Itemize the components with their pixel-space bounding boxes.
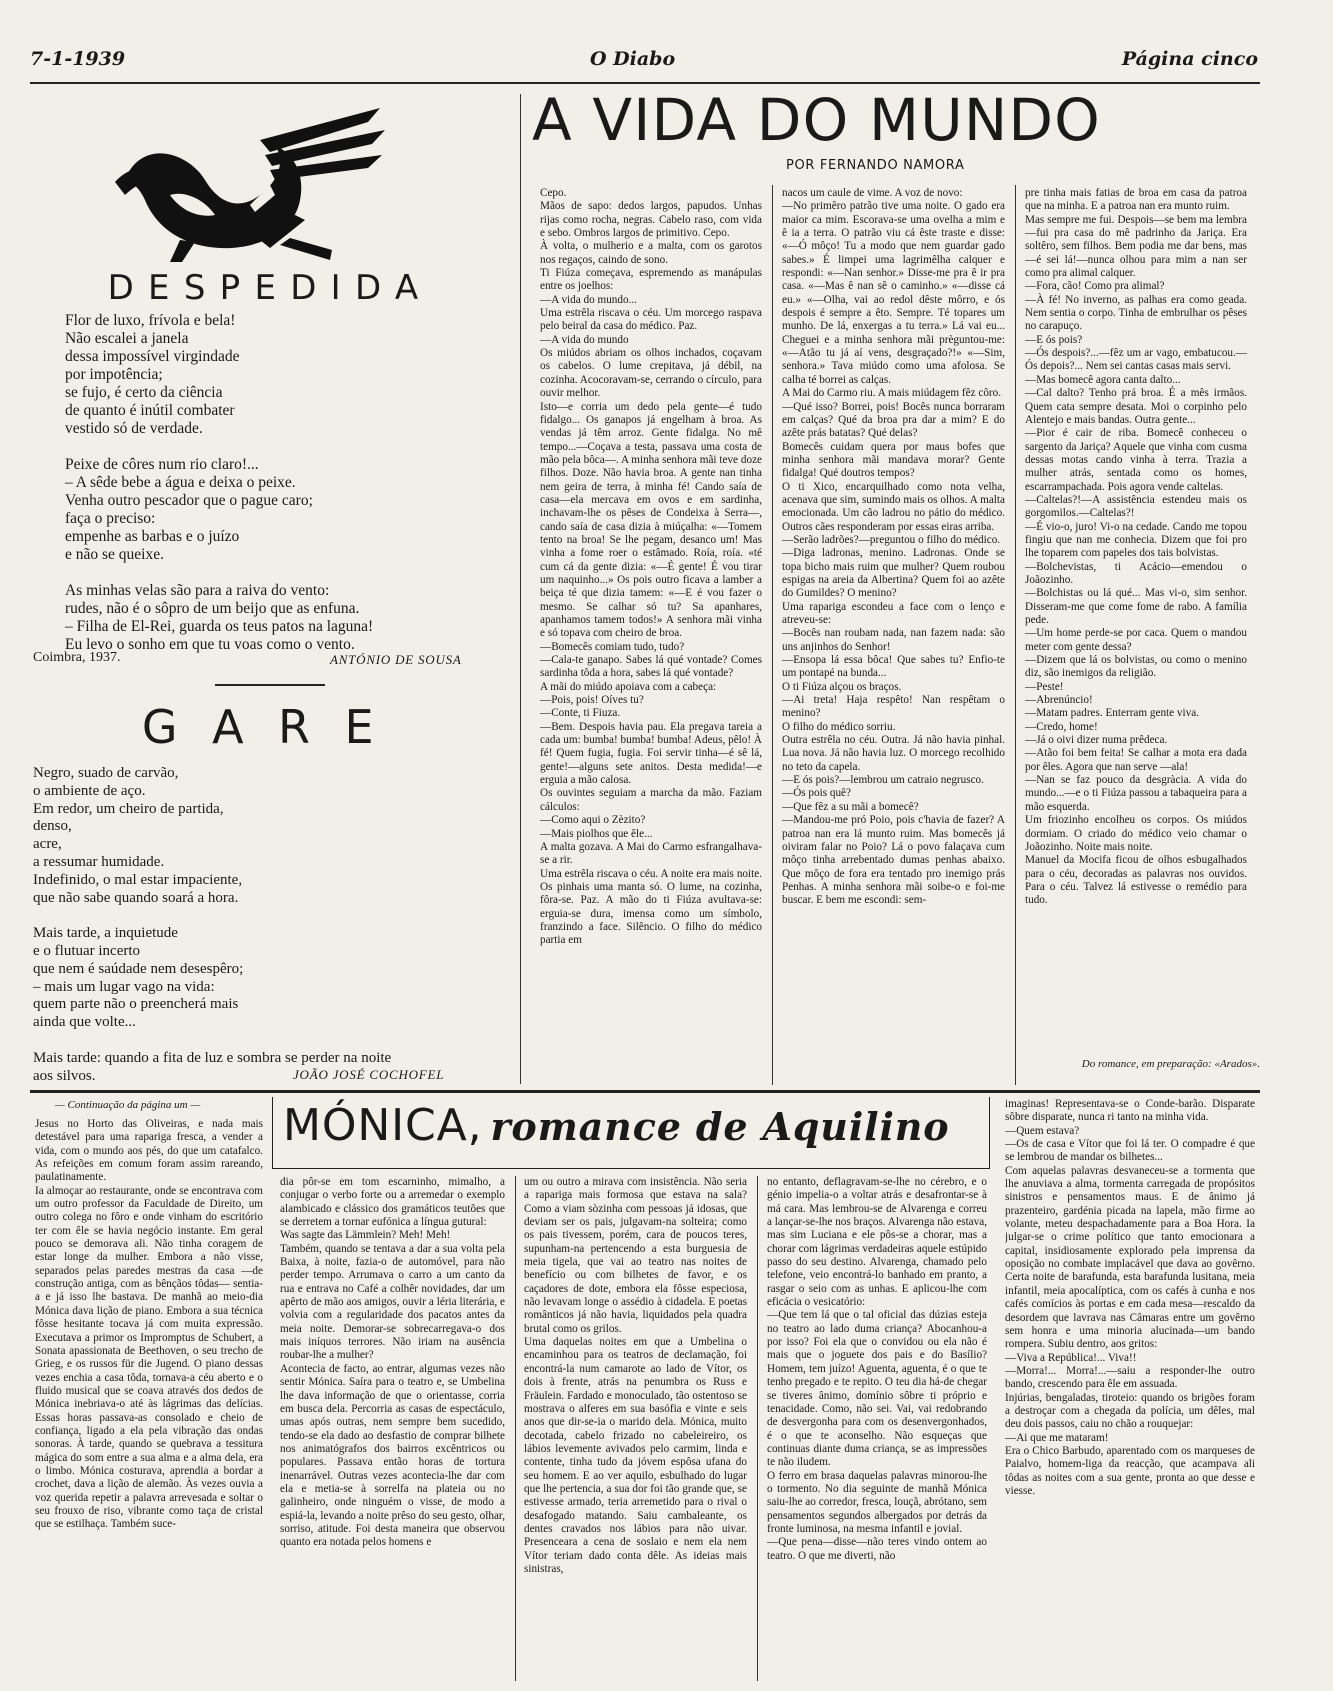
monica-col-rule-1	[515, 1176, 516, 1681]
monica-column-2	[280, 1176, 505, 1681]
monica-subtitle: romance de Aquilino	[490, 1104, 950, 1149]
article-left-rule	[520, 94, 521, 1084]
article-col-rule-1	[772, 185, 773, 1085]
monica-col-rule-2	[757, 1176, 758, 1681]
section-separator	[30, 1090, 1260, 1093]
article-text-1: Cepo. Mãos de sapo: dedos largos, papudos. Unhas rijas como rocha, negras. Cabelo raso, com vida e sebo. Ombros largos de primitivo. Cepo. À volta, o mulherio e a malta, com os garotos nos regaços, caindo de sono. Ti Fiúza começava, espremendo as manápulas entre os joelhos: —A vida do mundo... Uma estrêla riscava o céu. Um morcego raspava pelo beiral da casa do médico. Paz. —A vida do mundo Os miúdos abriam os olhos inchados, coçavam os cabelos. O lume crepitava, já débil, na cozinha. Acocoravam-se, cerrando o círculo, para ouvir melhor. Isto—e corria um dedo pela gente—é tudo fidalgo... Os ganapos já engelham à broa. As vendas já têm arroz. Gente fidalga. No mê tempo...—Coçava a testa, passava uma costa de mão pela bôca—. A minha senhora mãi teve doze filhos. Doze. Não havia broa. A gente nan tinha nem geira de terra, à minha fé! Cando saía de casa—ela mercava em ovos e em sardinha, inchavam-lhe os pêses de Condeixa à Serra—, cando saía de casa dizia à miúçalha: «—Tomem tento na broa! Se lhe pegam, desanco um! Mas vinha a fome roer o estâmado. Roía, roía. «té cum cá da gente dizia: «—É gente! É vou tirar um naquinho...» Os pois outro ficava a lamber a beiça té que dizia tamem: «—E é vou fazer o mesmo. Se calhar só tu? Sa apanhares, apanhamos tamem todos!» A senhora mãi vinha e só topava com cheiro de broa. —Bomecês comiam tudo, tudo? —Cala-te ganapo. Sabes lá qué vontade? Comes sardinha tôda a hora, sabes lá qué vontade? A mãi do miúdo apoiava com a cabeça: —Pois, pois! Oíves tu? —Conte, ti Fiuza. —Bem. Despois havia pau. Ela pregava tareia a cada um: bumba! bumba! bumba! Adeus, pêlo! À fé! Quem fugia, fugia. Foi servir tinha—é sê lá, gente!—alguns sete anitos. Desta medida!—e erguia a mão calosa. Os ouvintes seguiam a marcha da mão. Faziam cálculos: —Como aqui o Zèzito? —Mais piolhos que êle... A malta gozava. A Mai do Carmo esfrangalhava-se a rir. Uma estrêla riscava o céu. A noite era mais noite. Os pinhais uma manta só. O lume, na cozinha, fôra-se. Paz. A mão do ti Fiúza avultava-se: erguia-se dura, imensa como um símbolo, franzindo a face. Silêncio. O filho do médico partia em	[540, 187, 762, 947]
newspaper-name: O Diabo	[590, 48, 676, 70]
article-col-rule-2	[1015, 185, 1016, 1085]
pegasus-emblem	[110, 100, 390, 265]
article-column-3	[1025, 187, 1247, 1055]
monica-title	[283, 1100, 950, 1151]
header-rule	[30, 82, 1260, 84]
monica-column-1	[35, 1118, 263, 1678]
article-column-2	[782, 187, 1005, 1087]
monica-column-5	[1005, 1098, 1255, 1683]
page-header	[30, 42, 1258, 82]
monica-text-4: no entanto, deflagravam-se-lhe no cérebro, e o génio impelia-o a voltar atrás e desafrontar-se à má cara. Mas lembrou-se de Alvarenga e correu a lançar-se-lhe nos braços. Alvarenga não estava, mas sim Luciana e ele pôs-se a chorar, mas a chorar com lágrimas verdadeiras aquele estúpido passo do seu destino. Alvarenga, chamado pelo telefone, veio encontrá-lo banhado em pranto, a rasgar o seio com as unhas. E aplicou-lhe com eficácia o vesicatório: —Que tem lá que o tal oficial das dúzias esteja no teatro ao lado duma criança? Abocanhou-a por isso? Foi ela que o convidou ou ela não é mais que o joguete dos pais e do Basílio? Homem, tem juízo! Aguenta, aguenta, é o que te tenho pregado e te repito. O teu dia há-de chegar se tiveres ânimo, domínio sôbre ti próprio e tenacidade. Como, não sei. Vai, vai redobrando de desvergonha para com os desenvergonhados, é o que te aconselho. Não esqueças que continuas diante duma criança, se as impressões te não iludem. O ferro em brasa daquelas palavras minorou-lhe o tormento. No dia seguinte de manhã Mónica saiu-lhe ao corredor, fresca, louçã, abrótano, sem pensamentos segundos albergados por detrás da fronte luminosa, na mesma infantil e jovial. —Que pena—disse—não teres vindo ontem ao teatro. O que me diverti, não	[767, 1176, 987, 1562]
monica-text-3: um ou outro a mirava com insistência. Não seria a rapariga mais formosa que estava na sala? Como a viam sòzinha com pessoas já idosas, que deviam ser os pais, julgavam-na solteira; como os pais tivessem, porém, cara de poucos teres, supunham-na pertencendo a esta burguesia de meia tigela, que vai ao teatro nas noites de benefício ou com bilhetes de favor, e os caçadores de dote, embora ela fôsse especiosa, não levavam longe o assédio à cidadela. E poetas românticos já não havia, liquidados pela quadra brutal como os grilos. Uma daquelas noites em que a Umbelina o encaminhou para os teatros de declamação, foi encontrá-la num camarote ao lado de Vítor, os dois à frente, atrás na penumbra os Russ e Fräulein. Fardado e monoculado, tão ostentoso se mostrava o alferes em sua basófia e vinte e seis anos que dir-se-ia o marido dela. Mónica, muito decotada, cabelo frizado no cabeleireiro, os lábios levemente avivados pelo carmim, linda e contente, tinha tudo da jóvem espôsa ufana do seu homem. E ao ver aquilo, esbulhado do lugar que lhe pertencia, a sua dor foi tão grande que, se estivesse armado, teria arremetido para o rival o desafogado matando. Saiu cambaleante, os dentes cravados nos lábios para não uivar. Presenceara a cena de soslaio e nem ela nem Vítor teriam dado conta dêle. As ideias mais sinistras,	[524, 1176, 747, 1575]
article-byline: POR FERNANDO NAMORA	[786, 158, 965, 173]
monica-text-2: dia pôr-se em tom escarninho, mimalho, a conjugar o verbo forte ou a arremedar o exemplo alambicado e clássico dos gramáticos teutões que se derretem a tornar eufónica a língua gutural: Was sagte das Lämmlein? Meh! Meh! Também, quando se tentava a dar a sua volta pela Baixa, à noite, fazia-o de automóvel, para não perder tempo. Arrumava o carro a um canto da rua e entrava no Café a colhêr novidades, dar um apêrto de mão aos amigos, ouvir a léria literária, e volvia com a regularidade dos pacatos antes da meia noite. Demorar-se sobrecarregava-o dos mais iníquos terrores. Não iriam na ausência roubar-lhe a mulher? Acontecia de facto, ao entrar, algumas vezes não sentir Mónica. Saíra para o teatro e, se Umbelina lhe dava informação de que o orientasse, corria em busca dela. Percorria as casas de espectáculo, umas após outras, nem sempre bem sucedido, tendo-se ela dado ao desfastio de comprar bilhete nos animatógrafos dos bairros excêntricos ou populares. Passava então horas de tortura inenarrável. Outras vezes acontecia-lhe dar com ela e metia-se à sorrelfa na plateia ou no galinheiro, onde ninguém o visse, de modo a espiá-la, levando a noite prêso do seu gesto, olhar, sorriso, atitude. Foi desta maneira que observou quanto era notada pelos homens e	[280, 1176, 505, 1549]
despedida-poem: Flor de luxo, frívola e bela! Não escalei a janela dessa impossível virgindade por impotência; se fujo, é certo da ciência de quanto é inútil combater vestido só de verdade. Peixe de côres num rio claro!... – A sêde bebe a água e deixa o peixe. Venha outro pescador que o pague caro; faça o preciso: empenhe as barbas e o juízo e não se queixe. As minhas velas são para a raiva do vento: rudes, não é o sôpro de um beijo que as enfuna. – Filha de El-Rei, guarda os teus patos na laguna! Eu levo o sonho em que tu voas como o vento.	[65, 312, 374, 653]
issue-date: 7-1-1939	[30, 48, 126, 70]
page-number: Página cinco	[1121, 48, 1258, 70]
monica-text-5: imaginas! Representava-se o Conde-barão. Disparate sôbre disparate, nunca ri tanto na minha vida. —Quem estava? —Os de casa e Vítor que foi lá ter. O compadre é que se lembrou de mandar os bilhetes... Com aquelas palavras desvaneceu-se a tormenta que lhe anuviava a alma, tormenta carregada de propósitos sinistros e pensamentos maus. E de ânimo já prazenteiro, gardénia picada na lapela, mão firme ao volante, meteu despachadamente para a Boa Hora. Ia julgar-se o crime político que tanto emocionara a capital, insidiosamente explorado pela imprensa da oposição no combate implacável que dava ao govêrno. Certa noite de barafunda, esta barafunda lusitana, meia infantil, meia apocalíptica, com os cafés à cunha e nos cafés comícios às portas e em cada mesa—rescaldo da desordem que lavrava nas Câmaras entre um govêrno sem honra e uma minoria alucinada—um bando rompera. Subiu dentro, aos gritos: —Viva a República!... Viva!! —Morra!... Morra!...—saiu a responder-lhe outro bando, crescendo para êle em assuada. Injúrias, bengaladas, tiroteio: quando os brigões foram a destroçar com a chegada da polícia, um dêles, mal deu dois passos, caiu no chão a rouquejar: —Ai que me mataram! Era o Chico Barbudo, aparentado com os marqueses de Paialvo, homem-liga da reacção, que acampava ali tôdas as noites com a sua gente, pronta ao que desse e viesse.	[1005, 1098, 1255, 1497]
article-text-2: nacos um caule de vime. A voz de novo: —No primêro patrão tive uma noite. O gado era maior ca mim. Escorava-se uma ovelha a mim e ê ia a terra. O patrão viu cá êste traste e disse: «—Ó môço! Tu a modo que nem guardar gado sabes.» É limpei uma lagrimêlha calquer e respondi: «—Nan senhor.» Disse-me pra ê ir pra casa. «—Mas ê nan sê o caminho.» «—disse cá eu.» «—Olha, vai ao redol dêste môrro, e ós despois é sempre a êto. Sempre. Té topares um munho. De lá, enxergas a tu terra.» Lá vai eu... Cheguei e a minha senhora mãi prèguntou-me: «—Atão tu já aí vens, desgraçado?!» «—Sim, senhora.» Tava miúdo como uma afolosa. Se calha té borrei as calças. A Mai do Carmo riu. A mais miúdagem fêz côro. —Qué isso? Borrei, pois! Bocês nunca borraram em calças? Qué da broa pra dar a mim? E do azête prás batatas? Qué delas? Bomecês cuidam quera por maus bofes que minha senhora mãi mandava morar? Gente fidalga! Qué doutros tempos? O ti Xico, encarquilhado como nota velha, acenava que sim, sumindo mais os olhos. A malta emocionada. Um cão ladrou no pátio do médico. Outros cães responderam por essas eiras arriba. —Serão ladrões?—preguntou o filho do médico. —Diga ladronas, menino. Ladronas. Onde se topa bicho mais ruim que mulher? Quem roubou espigas na areia da Albertina? Quem foi ao azête do Gumildes? O menino? Uma rapariga escondeu a face com o lenço e atreveu-se: —Bocês nan roubam nada, nan fazem nada: são uns anjinhos do Senhor! —Ensopa lá essa bôca! Que sabes tu? Enfio-te um pontapé na bunda... O ti Fiúza alçou os braços. —Ai treta! Haja respêto! Nan respêtam o menino? O filho do médico sorriu. Outra estrêla no céu. Outra. Já não havia pinhal. Lua nova. Já não havia luz. O morcego recolhido no teto da capela. —E ós pois?—lembrou um catraio negrusco. —Ós pois quê? —Que fêz a su mãi a bomecê? —Mandou-me pró Poio, pois c'havia de fazer? A patroa nan era lá munto ruim. Mas bomecês já oiviram falar no Poio? Lá o povo falaçava cum môço tinha arrebentado dumas penhas abaixo. Que môço de fora era tentado pro inemigo prás Penhas. A minha senhora mãi soibe-o e foi-me buscar. E bem me escondi: sem-	[782, 187, 1005, 907]
monica-column-3	[524, 1176, 747, 1681]
article-text-3: pre tinha mais fatias de broa em casa da patroa que na minha. E a patroa nan era munto ruim. Mas sempre me fui. Despois—se bem ma lembra—fui pra casa do mê padrinho da Jariça. Era soltêro, sem filhos. Bem podia me dar bens, mas—é sei lá!—nunca olhou para mim a nan ser como pra alimal calquer. —Fora, cão! Como pra alimal? —À fé! No inverno, as palhas era como geada. Nem sentia o corpo. Tinha de embrulhar os pêses no carapuço. —E ós pois? —Ós despois?...—fêz um ar vago, embatucou.—Ós depois?... Nem sei cantas casas mais servi. —Mas bomecê agora canta dalto... —Cal dalto? Tenho prá broa. É a mês irmãos. Quem cata sempre desata. Moi o corpinho pelo Alentejo e mais bandas. Outra gente... —Pior é cair de riba. Bomecê conheceu o sargento da Jariça? Aquele que vinha com cusma dessas motas cando vinha à terra. Trazia a mulher atrás, sentada como os homes, escarrampachada. Pois agora vende caltelas. —Caltelas?!—A assistência estendeu mais os gorgomilos.—Caltelas?! —É vio-o, juro! Vi-o na cedade. Cando me topou fingiu que nan me conhecia. Dizem que foi pro lhe toparem com papeles dos tais bolvistas. —Bolchevistas, ti Acácio—emendou o Joãozinho. —Bolchistas ou lá qué... Mas vi-o, sim senhor. Disseram-me que come fome de rabo. A família pede. —Um home perde-se por caca. Quem o mandou meter com gente dessa? —Dizem que lá os bolvistas, ou como o menino diz, são inemigos da religião. —Peste! —Abrenúncio! —Matam padres. Enterram gente viva. —Credo, home! —Já o oivi dizer numa prêdeca. —Atão foi bem feita! Se calhar a mota era dada por êles. Agora que nan serve —ala! —Nan se faz pouco da desgràcia. A vida do mundo...—e o ti Fiúza passou a tabaqueira para a mão esquerda. Um friozinho encolheu os corpos. Os miúdos dormiam. O criado do médico veio chamar o Joãozinho. Noite mais noite. Manuel da Mocifa ficou de olhos esbugalhados para o céu, decoradas as palavras nos ouvidos. Para o céu. Talvez lá estivesse o remédio para tudo.	[1025, 187, 1247, 907]
article-column-1	[540, 187, 762, 1087]
poem-separator	[215, 684, 325, 686]
despedida-author: ANTÓNIO DE SOUSA	[330, 652, 462, 667]
gare-title: GARE	[141, 700, 409, 754]
monica-title-main: MÓNICA,	[283, 1100, 483, 1151]
despedida-title: DESPEDIDA	[107, 268, 433, 308]
monica-column-4	[767, 1176, 987, 1681]
gare-author: JOÃO JOSÉ COCHOFEL	[293, 1067, 445, 1082]
article-footnote: Do romance, em preparação: «Arados».	[1081, 1058, 1260, 1070]
article-title: A VIDA DO MUNDO	[532, 86, 1101, 154]
gare-poem: Negro, suado de carvão, o ambiente de aço. Em redor, um cheiro de partida, denso, acre, a ressumar humidade. Indefinido, o mal estar impaciente, que não sabe quando soará a hora. Mais tarde, a inquietude e o flutuar incerto que nem é saúdade nem desespêro; – mais um lugar vago na vida: quem parte não o preencherá mais ainda que volte... Mais tarde: quando a fita de luz e sombra se perder na noite aos silvos.	[33, 765, 392, 1084]
despedida-place: Coimbra, 1937.	[33, 650, 121, 665]
monica-text-1: Jesus no Horto das Oliveiras, e nada mais detestável para uma rapariga fresca, a vender a vida, com o mundo aos pés, do que um catafalco. As refeições em comum foram assim rareando, paulatinamente. Ia almoçar ao restaurante, onde se encontrava com um outro professor da Faculdade de Direito, um outro colega no fôro e onde vinham do escritório ter com êle se havia negócio instante. Em geral pouco se demorava ali. Não tinha coragem de estar longe da mulher. Embora a não visse, separados pelas paredes mestras da casa —de construção antiga, com as bênçãos tôdas— sentia-a e já isso lhe bastava. De manhã ao meio-dia Mónica dava lição de piano. Embora a sua técnica fôsse hesitante tocava já com muita expressão. Executava a primor os Impromptus de Schubert, a Sonata apassionata de Beethoven, o seu trecho de Grieg, e os russos für die Jugend. O piano dessas vezes enchia a casa tôda, tornava-a céu aberto e o fluido musical que se coava através dos dedos de Mónica inebriava-o até às lágrimas das delícias. Essas horas passava-as consolado e cheio de confiança, ligado a ela pela vibração das ondas sonoras. À tarde, quando se quebrava a tessitura mágica do som entre a sua alma e a alma dela, era o limbo. Mónica costurava, aprendia a bordar a crochet, dava a lição de alemão. Às vezes ouvia a voz querida repetir a palavra arrevesada e soltar o seu frouxo de riso, vibrante como taça de cristal que se estilhaça. Também suce-	[35, 1118, 263, 1531]
continuation-note: — Continuação da página um —	[55, 1099, 201, 1111]
